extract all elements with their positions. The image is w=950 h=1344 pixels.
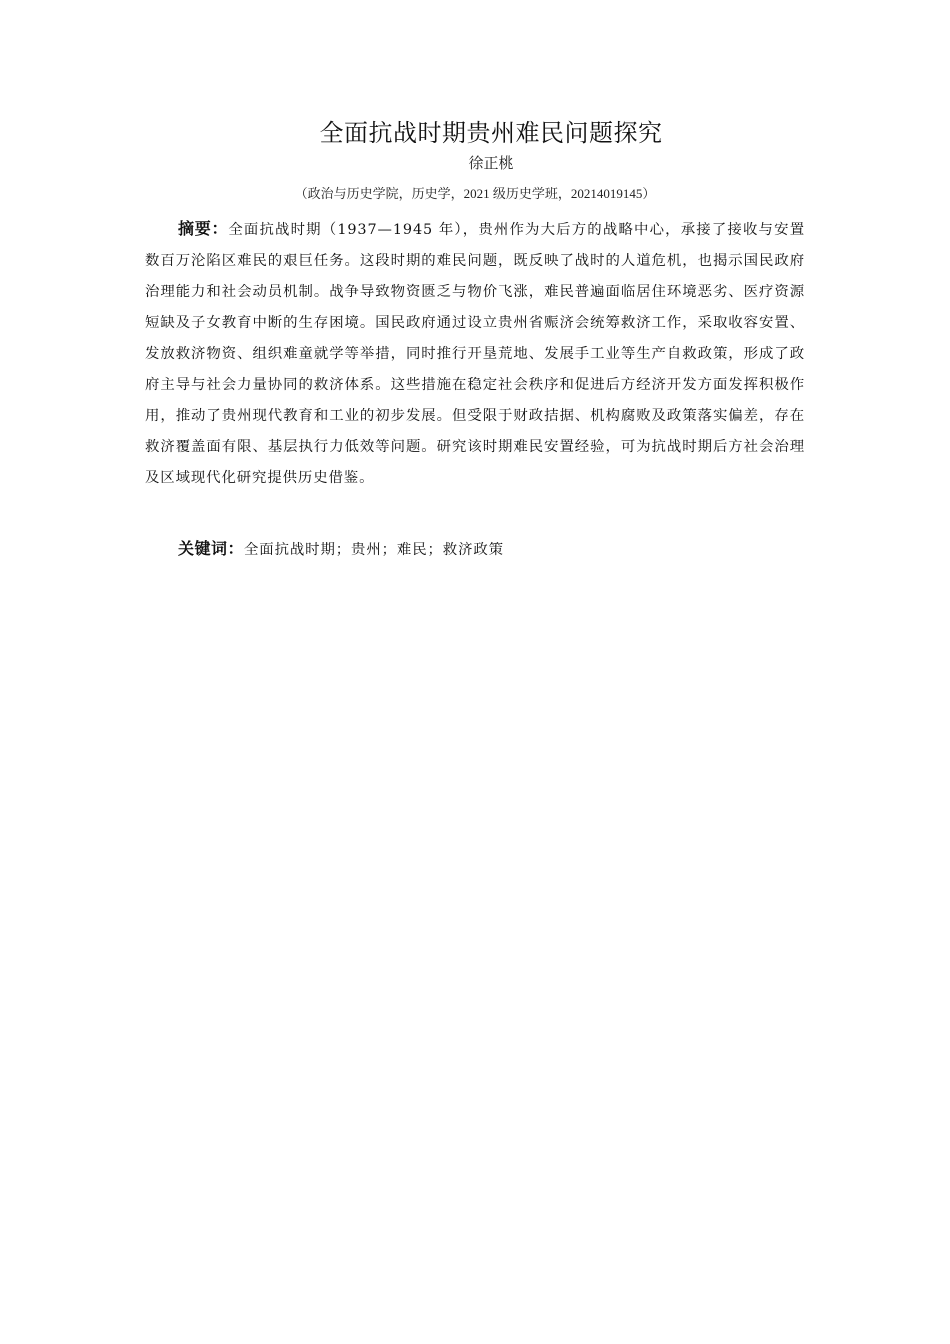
- author-name: 徐正桃: [468, 154, 514, 172]
- paper-title: 全面抗战时期贵州难民问题探究: [319, 119, 663, 147]
- keywords-text: 全面抗战时期；贵州；难民；救济政策: [244, 542, 504, 558]
- author-affiliation: （政治与历史学院，历史学，2021 级历史学班，20214019145）: [294, 186, 656, 201]
- abstract-text: 全面抗战时期（1937—1945 年），贵州作为大后方的战略中心，承接了接收与安置数百万沦陷区难民的艰巨任务。这段时期的难民问题，既反映了战时的人道危机，也揭示国民政府治理能力和社会动员机制。战争导致物资匮乏与物价飞涨，难民普遍面临居住环境恶劣、医疗资源短缺及子女教育中断的生存困境。国民政府通过设立贵州省赈济会统筹救济工作，采取收容安置、发放救济物资、组织难童就学等举措，同时推行开垦荒地、发展手工业等生产自救政策，形成了政府主导与社会力量协同的救济体系。这些措施在稳定社会秩序和促进后方经济开发方面发挥积极作用，推动了贵州现代教育和工业的初步发展。但受限于财政拮据、机构腐败及政策落实偏差，存在救济覆盖面有限、基层执行力低效等问题。研究该时期难民安置经验，可为抗战时期后方社会治理及区域现代化研究提供历史借鉴。: [145, 222, 805, 486]
- keywords-label: 关键词：: [178, 539, 245, 558]
- abstract-paragraph: [145, 213, 805, 494]
- keywords-line: [178, 533, 798, 566]
- abstract-label: 摘要：: [178, 219, 229, 238]
